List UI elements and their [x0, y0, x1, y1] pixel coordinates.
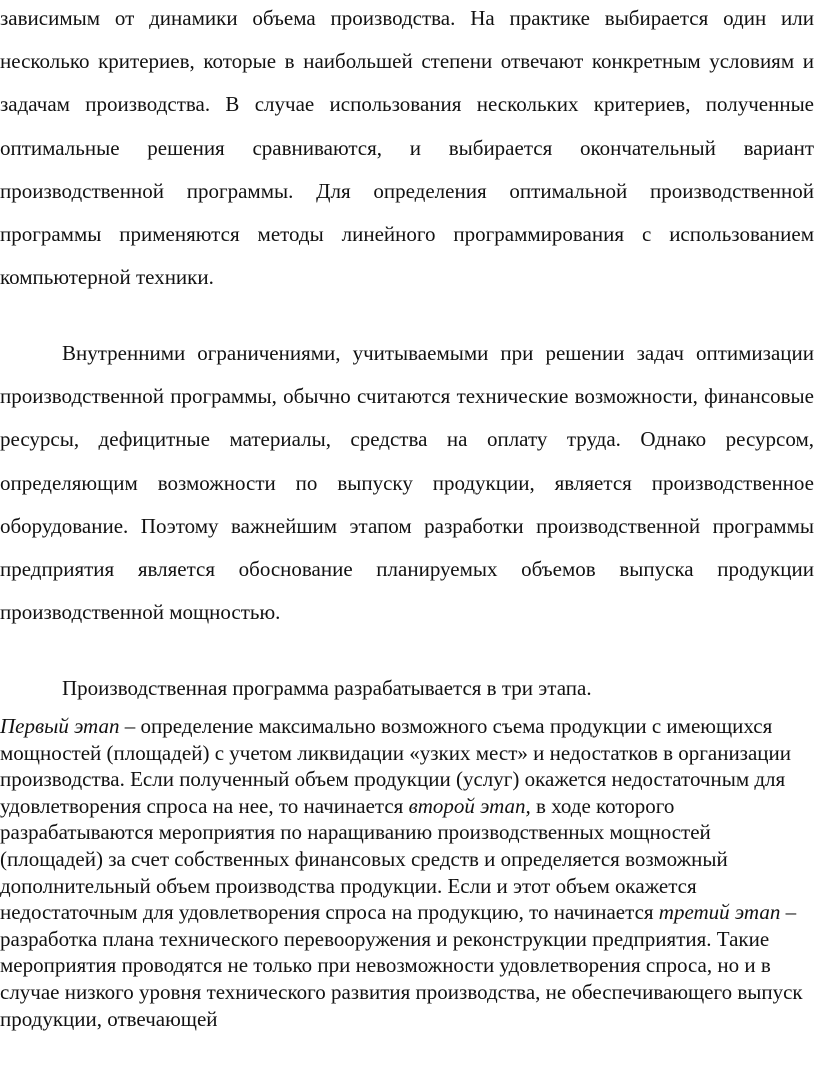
stage-two-label: второй этап,: [408, 793, 531, 818]
stage-two-text: в ходе которого разрабатываются мероприятия по наращиванию производственных мощностей (площадей) за счет собственных финансовых средств и определяется возможный дополнительный объем производства продукции. Если и этот объем окажется недостаточным для удовлетворения спроса на продукцию, то начинается: [0, 793, 728, 925]
paragraph-constraints: Внутренними ограничениями, учитываемыми при решении задач оптимизации производственной программы, обычно считаются технические возможности, финансовые ресурсы, дефицитные материалы, средства на оплату труда. Однако ресурсом, определяющим возможности по выпуску продукции, является производственное оборудование. Поэтому важнейшим этапом разработки производственной программы предприятия является обоснование планируемых объемов выпуска продукции производственной мощностью.: [0, 341, 814, 625]
paragraph-three-stages: Производственная программа разрабатывается в три этапа.: [62, 676, 592, 700]
stage-three-label: третий этап: [658, 900, 781, 925]
paragraph-stages-detail: [0, 713, 814, 1032]
stage-one-label: Первый этап: [0, 714, 120, 738]
stage-three-text: – разработка плана технического перевооружения и реконструкции предприятия. Такие мероприятия проводятся не только при невозможности удовлетворения спроса, но и в случае низкого уровня технического развития производства, не обеспечивающего выпуск продукции, отвечающей: [0, 900, 803, 1031]
paragraph-criteria: зависимым от динамики объема производства. На практике выбирается один или несколько критериев, которые в наибольшей степени отвечают конкретным условиям и задачам производства. В случае использования нескольких критериев, полученные оптимальные решения сравниваются, и выбирается окончательный вариант производственной программы. Для определения оптимальной производственной программы применяются методы линейного программирования с использованием компьютерной техники.: [0, 6, 814, 290]
stage-one-text: – определение максимально возможного съема продукции с имеющихся мощностей (площадей) с учетом ликвидации «узких мест» и недостатков в организации производства. Если полученный объем продукции (услуг) окажется недостаточным для удовлетворения спроса на нее, то начинается: [0, 714, 792, 818]
